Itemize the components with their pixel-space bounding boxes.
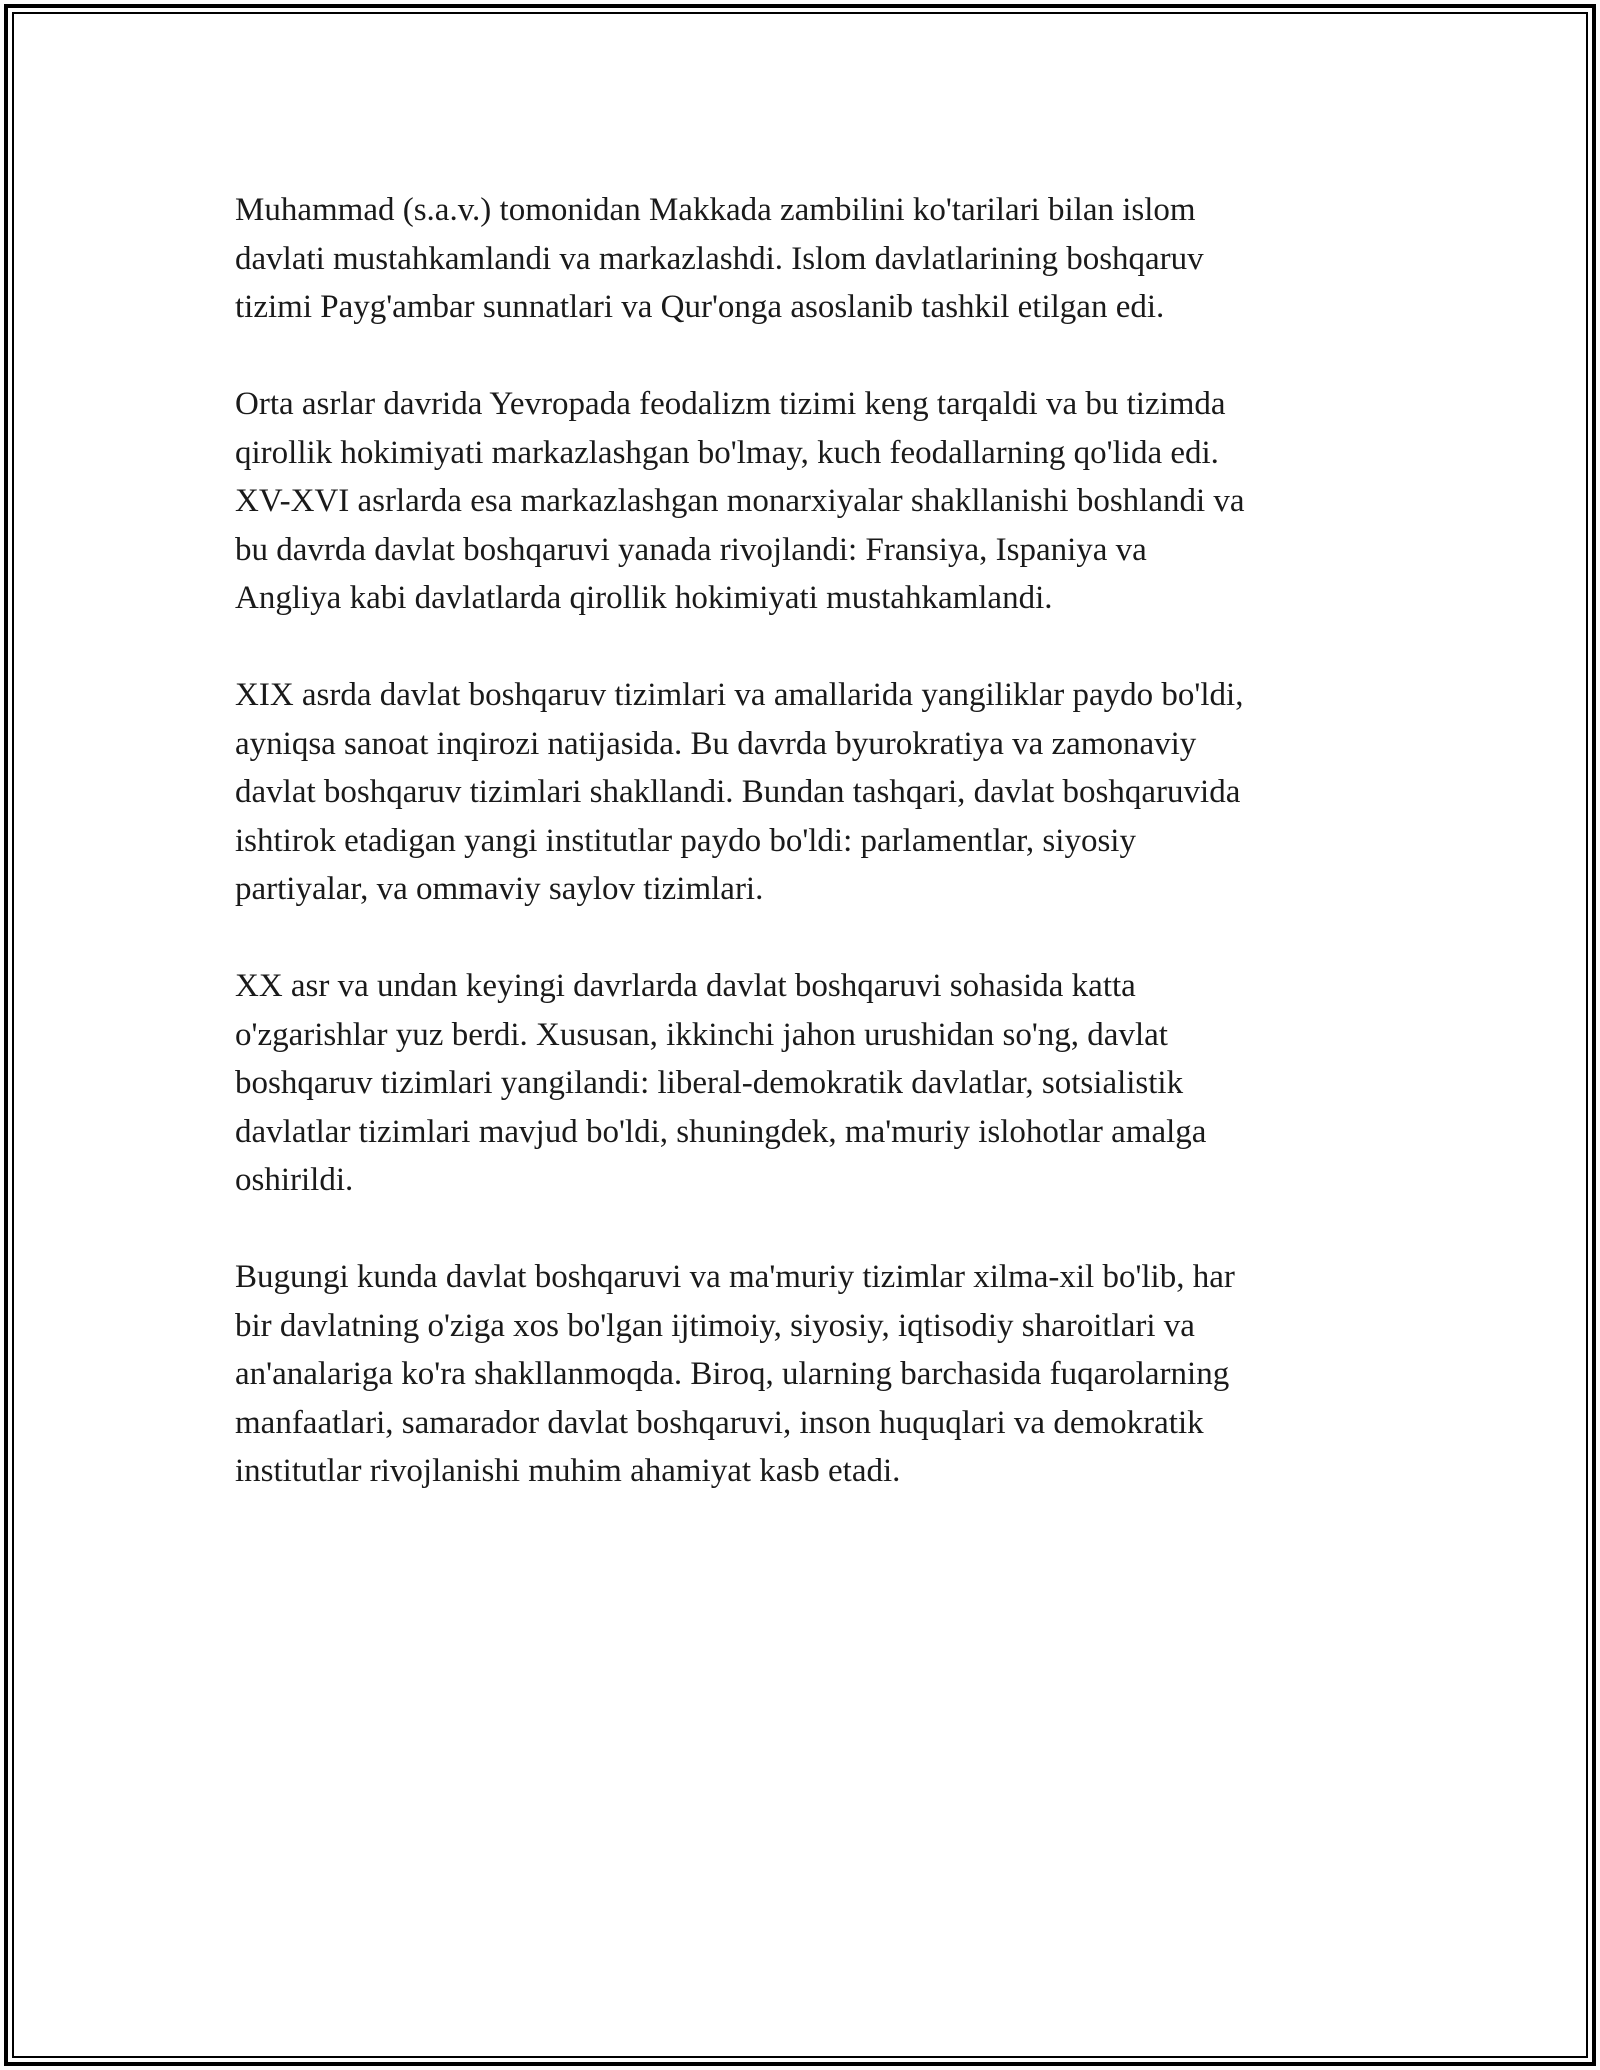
paragraph-3: XIX asrda davlat boshqaruv tizimlari va amallarida yangiliklar paydo bo'ldi, ayniqsa sanoat inqirozi natijasida. Bu davrda byurokratiya va zamonaviy davlat boshqaruv tizimlari shakllandi. Bundan tashqari, davlat boshqaruvida ishtirok etadigan yangi institutlar paydo bo'ldi: parlamentlar, siyosiy partiyalar, va ommaviy saylov tizimlari. (235, 677, 1244, 907)
paragraph-1: Muhammad (s.a.v.) tomonidan Makkada zambilini ko'tarilari bilan islom davlati mustahkamlandi va markazlashdi. Islom davlatlarining boshqaruv tizimi Payg'ambar sunnatlari va Qur'onga asoslanib tashkil etilgan edi. (235, 192, 1204, 325)
document-body (235, 186, 1385, 1544)
paragraph-5: Bugungi kunda davlat boshqaruvi va ma'muriy tizimlar xilma-xil bo'lib, har bir davlatning o'ziga xos bo'lgan ijtimoiy, siyosiy, iqtisodiy sharoitlari va an'analariga ko'ra shakllanmoqda. Biroq, ularning barchasida fuqarolarning manfaatlari, samarador davlat boshqaruvi, inson huquqlari va demokratik institutlar rivojlanishi muhim ahamiyat kasb etadi. (235, 1259, 1235, 1489)
paragraph-2: Orta asrlar davrida Yevropada feodalizm tizimi keng tarqaldi va bu tizimda qirollik hokimiyati markazlashgan bo'lmay, kuch feodallarning qo'lida edi. XV-XVI asrlarda esa markazlashgan monarxiyalar shakllanishi boshlandi va bu davrda davlat boshqaruvi yanada rivojlandi: Fransiya, Ispaniya va Angliya kabi davlatlarda qirollik hokimiyati mustahkamlandi. (235, 386, 1245, 616)
paragraph-4: XX asr va undan keyingi davrlarda davlat boshqaruvi sohasida katta o'zgarishlar yuz berdi. Xususan, ikkinchi jahon urushidan so'ng, davlat boshqaruv tizimlari yangilandi: liberal-demokratik davlatlar, sotsialistik davlatlar tizimlari mavjud bo'ldi, shuningdek, ma'muriy islohotlar amalga oshirildi. (235, 968, 1207, 1198)
